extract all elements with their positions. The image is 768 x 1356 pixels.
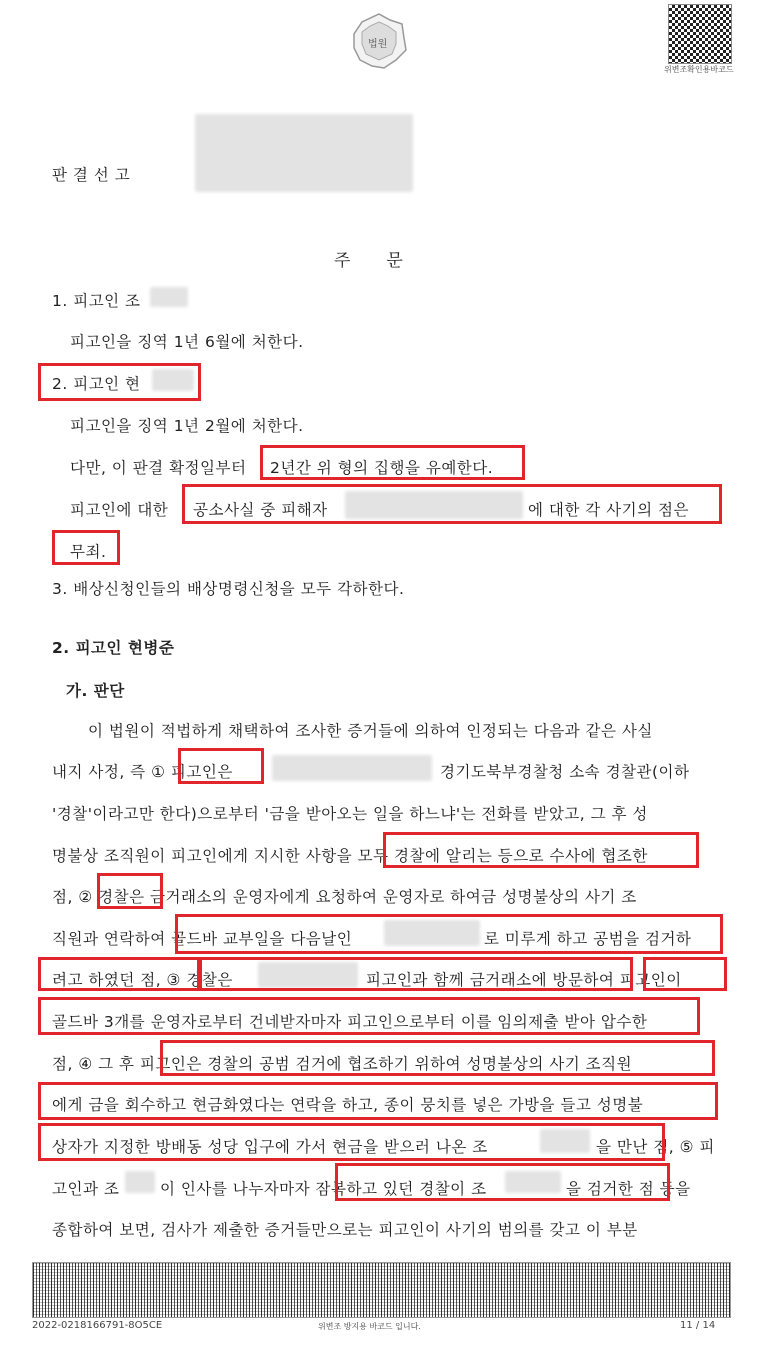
order-item-1: 1. 피고인 조 bbox=[52, 292, 141, 310]
order-item-1-sentence: 피고인을 징역 1년 6월에 처한다. bbox=[70, 333, 304, 351]
body-line: 골드바 3개를 운영자로부터 건네받자마자 피고인으로부터 이를 임의제출 받아 압수한 bbox=[52, 1013, 648, 1031]
highlight-box bbox=[38, 957, 200, 991]
body-line: 을 검거한 점 등을 bbox=[566, 1180, 691, 1198]
body-line: 이 법원이 적법하게 채택하여 조사한 증거들에 의하여 인정되는 다음과 같은 사실 bbox=[88, 722, 653, 740]
footer-page-number: 11 / 14 bbox=[680, 1320, 716, 1331]
highlight-box bbox=[335, 1163, 670, 1201]
redacted-date bbox=[272, 755, 432, 781]
body-line: 려고 하였던 점, ③ 경찰은 bbox=[52, 971, 233, 989]
verdict-label: 판 결 선 고 bbox=[52, 166, 131, 184]
order-item-2-sentence: 피고인을 징역 1년 2월에 처한다. bbox=[70, 417, 304, 435]
body-line: 경기도북부경찰청 소속 경찰관(이하 bbox=[440, 763, 690, 781]
body-line: 을 만난 점, ⑤ 피 bbox=[596, 1138, 715, 1156]
footer-doc-id: 2022-0218166791-8O5CE bbox=[32, 1320, 163, 1331]
acquit-text-c: 에 대한 각 사기의 점은 bbox=[528, 501, 689, 519]
redacted-name bbox=[150, 287, 188, 307]
highlight-box bbox=[175, 914, 723, 954]
highlight-box bbox=[38, 1123, 665, 1161]
section-heading: 2. 피고인 현병준 bbox=[52, 639, 175, 657]
body-line: 상자가 지정한 방배동 성당 입구에 가서 현금을 받으러 나온 조 bbox=[52, 1138, 488, 1156]
acquit-text-a: 피고인에 대한 bbox=[70, 501, 169, 519]
order-item-2: 2. 피고인 현 bbox=[52, 375, 141, 393]
qr-code bbox=[668, 4, 732, 64]
acquit-text-d: 무죄. bbox=[70, 543, 107, 561]
highlight-box bbox=[160, 1040, 715, 1076]
highlight-box bbox=[383, 832, 699, 868]
suspension-text-b: 2년간 위 형의 집행을 유예한다. bbox=[270, 459, 494, 477]
highlight-box bbox=[97, 873, 163, 909]
highlight-box bbox=[52, 530, 120, 565]
court-seal bbox=[350, 12, 408, 70]
highlight-box bbox=[643, 957, 727, 991]
body-line: 직원과 연락하여 골드바 교부일을 다음날인 bbox=[52, 930, 353, 948]
body-line: 점, ② 경찰은 금거래소의 운영자에게 요청하여 운영자로 하여금 성명불상의 사기 조 bbox=[52, 888, 637, 906]
redacted-case-info bbox=[195, 114, 413, 192]
body-line: 로 미루게 하고 공범을 검거하 bbox=[484, 930, 692, 948]
body-line: 점, ④ 그 후 피고인은 경찰의 공범 검거에 협조하기 위하여 성명불상의 사기 조직원 bbox=[52, 1055, 633, 1073]
highlight-box bbox=[199, 957, 633, 991]
highlight-box bbox=[38, 363, 201, 401]
order-heading: 주 문 bbox=[334, 251, 404, 271]
section-subheading: 가. 판단 bbox=[66, 682, 125, 700]
body-line: 종합하여 보면, 검사가 제출한 증거들만으로는 피고인이 사기의 범의를 갖고 이 부분 bbox=[52, 1221, 638, 1239]
body-line: 명불상 조직원이 피고인에게 지시한 사항을 모두 경찰에 알리는 등으로 수사에 협조한 bbox=[52, 847, 648, 865]
footer-barcode bbox=[32, 1262, 731, 1318]
seal-label: 법원 bbox=[368, 39, 388, 50]
body-line: 이 인사를 나누자마자 잠복하고 있던 경찰이 조 bbox=[160, 1180, 487, 1198]
highlight-box bbox=[182, 484, 722, 524]
body-line: 피고인과 함께 금거래소에 방문하여 피고인이 bbox=[366, 971, 682, 989]
highlight-box bbox=[178, 748, 264, 784]
highlight-box bbox=[38, 1082, 718, 1120]
suspension-text-a: 다만, 이 판결 확정일부터 bbox=[70, 459, 247, 477]
highlight-box bbox=[260, 445, 525, 480]
footer-note: 위변조 방지용 바코드 입니다. bbox=[318, 1322, 421, 1331]
order-item-3: 3. 배상신청인들의 배상명령신청을 모두 각하한다. bbox=[52, 580, 405, 598]
qr-caption: 위변조확인용바코드 bbox=[664, 65, 734, 74]
body-line: 에게 금을 회수하고 현금화였다는 연락을 하고, 종이 뭉치를 넣은 가방을 들고 성명불 bbox=[52, 1096, 644, 1114]
body-line: '경찰'이라고만 한다)으로부터 '금을 받아오는 일을 하느냐'는 전화를 받았고, 그 후 성 bbox=[52, 805, 648, 823]
body-line: 고인과 조 bbox=[52, 1180, 120, 1198]
highlight-box bbox=[38, 997, 700, 1035]
body-line: 내지 사정, 즉 ① 피고인은 bbox=[52, 763, 233, 781]
acquit-text-b: 공소사실 중 피해자 bbox=[193, 501, 328, 519]
redacted-name bbox=[125, 1171, 155, 1193]
